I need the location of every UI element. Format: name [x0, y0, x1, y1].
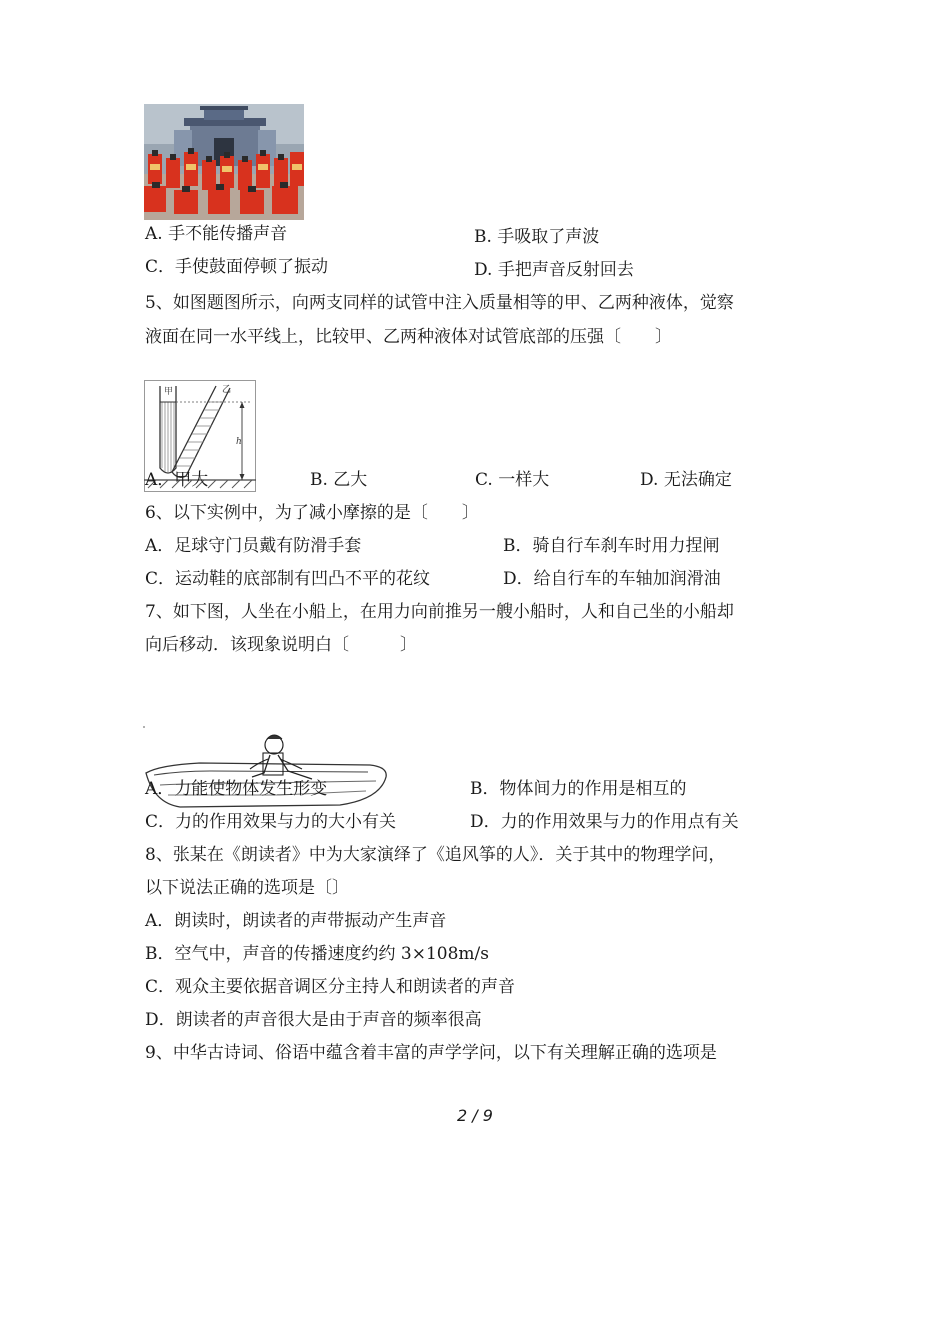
q8-stem-line-1: 8、张某在《朗读者》中为大家演绎了《追风筝的人》．关于其中的物理学问，	[145, 845, 726, 865]
q5-option-c: C. 一样大	[475, 470, 550, 490]
height-label-h: h	[236, 437, 242, 447]
q8-option-a: A．朗读时，朗读者的声带振动产生声音	[145, 911, 447, 931]
q7-option-b: B．物体间力的作用是相互的	[470, 779, 687, 799]
q7-option-d: D．力的作用效果与力的作用点有关	[470, 812, 739, 832]
q6-option-a: A．足球守门员戴有防滑手套	[145, 536, 362, 556]
q5-option-b: B. 乙大	[310, 470, 368, 490]
q4-option-b: B. 手吸取了声波	[474, 227, 600, 247]
q4-option-c: C．手使鼓面停顿了振动	[145, 257, 329, 277]
page-number: 2 / 9	[457, 1106, 493, 1125]
q6-option-d: D．给自行车的车轴加润滑油	[503, 569, 721, 589]
q6-stem: 6、以下实例中，为了减小摩擦的是〔 〕	[145, 503, 479, 523]
tube-label-yi: 乙	[222, 385, 232, 395]
q7-option-a: A．力能使物体发生形变	[145, 779, 328, 799]
q8-option-b: B．空气中，声音的传播速度约约 3×108m/s	[145, 944, 489, 964]
tube-label-jia: 甲	[164, 387, 174, 397]
q7-stem-line-2: 向后移动．该现象说明白〔 〕	[145, 635, 417, 655]
q8-stem-line-2: 以下说法正确的选项是〔〕	[145, 878, 349, 898]
q5-stem-line-2: 液面在同一水平线上，比较甲、乙两种液体对试管底部的压强〔 〕	[145, 327, 672, 347]
q5-stem-line-1: 5、如图题图所示，向两支同样的试管中注入质量相等的甲、乙两种液体，觉察	[145, 293, 734, 313]
drum-performance-photo	[144, 104, 304, 220]
boat-figure	[140, 725, 392, 815]
q5-option-d: D. 无法确定	[640, 470, 732, 490]
q7-option-c: C．力的作用效果与力的大小有关	[145, 812, 397, 832]
q4-option-a: A. 手不能传播声音	[145, 224, 288, 244]
q8-option-d: D．朗读者的声音很大是由于声音的频率很高	[145, 1010, 482, 1030]
q7-stem-line-1: 7、如下图，人坐在小船上，在用力向前推另一艘小船时，人和自己坐的小船却	[145, 602, 734, 622]
q4-option-d: D. 手把声音反射回去	[474, 260, 634, 280]
q6-option-c: C．运动鞋的底部制有凹凸不平的花纹	[145, 569, 431, 589]
q8-option-c: C．观众主要依据音调区分主持人和朗读者的声音	[145, 977, 516, 997]
q5-option-a: A．甲大	[145, 470, 209, 490]
q6-option-b: B．骑自行车刹车时用力捏闸	[503, 536, 720, 556]
q9-stem: 9、中华古诗词、俗语中蕴含着丰富的声学学问，以下有关理解正确的选项是	[145, 1043, 717, 1063]
